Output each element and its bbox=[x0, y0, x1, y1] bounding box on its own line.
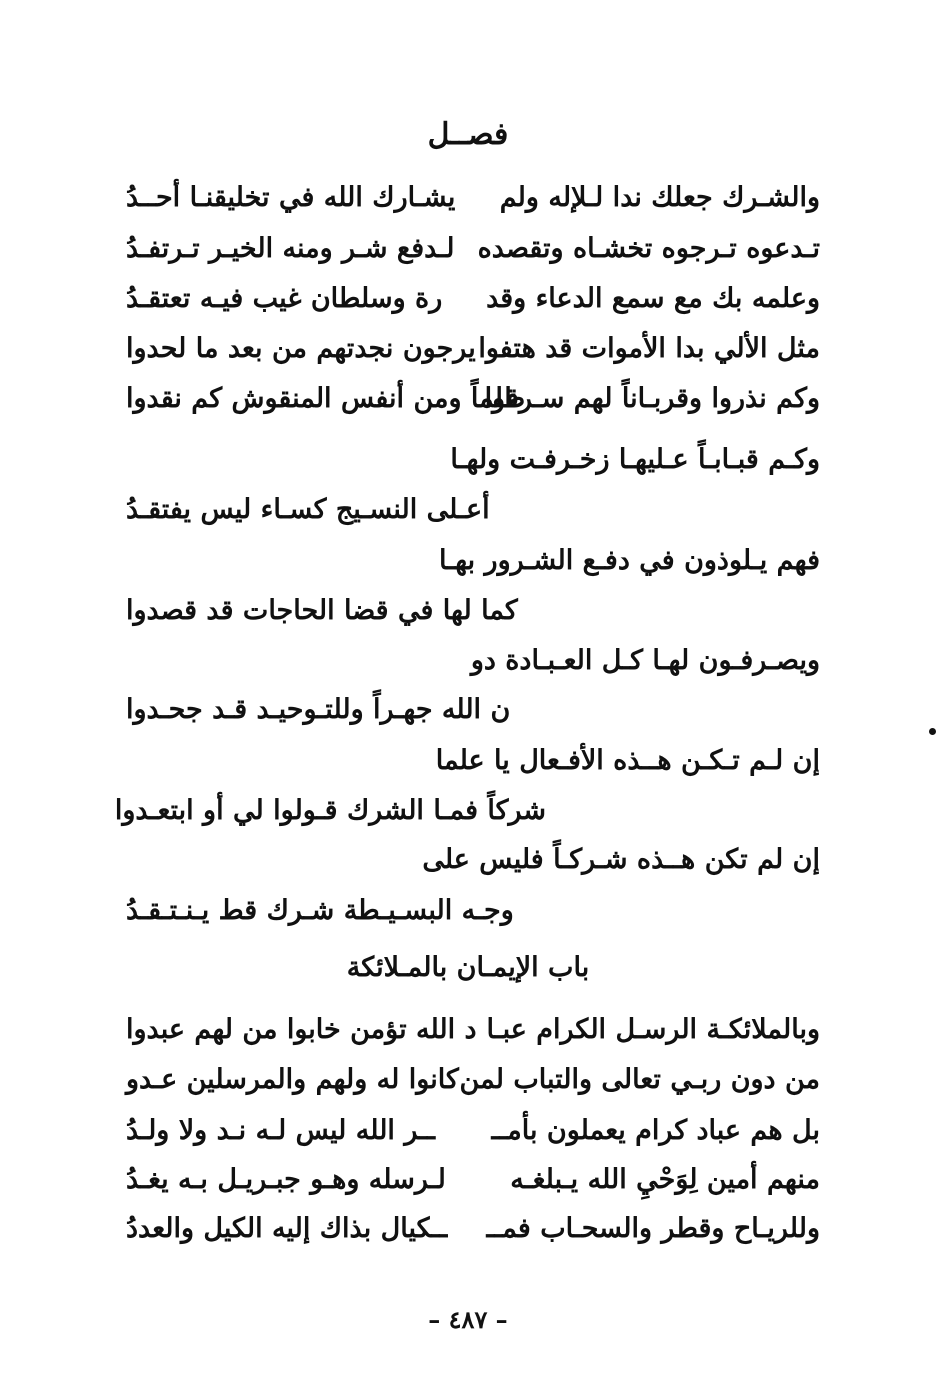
verse-second-half: ــكيال بذاك إليه الكيل والعددُ bbox=[126, 1213, 448, 1244]
verse-first-half: والشـرك جعلك ندا لـلإله ولم bbox=[499, 182, 820, 213]
verse-line-right: وكـم قبـابـاً عـليهـا زخـرفـت ولهـا bbox=[450, 444, 820, 475]
margin-mark bbox=[929, 728, 936, 735]
verse-line-left: شركاً فمـا الشرك قـولوا لي أو ابتعـدوا bbox=[114, 795, 546, 826]
verse-first-half: بل هم عباد كرام يعملون بأمــ bbox=[491, 1115, 820, 1146]
verse-first-half: منهم أمين لِوَحْيِ الله يـبلغـه bbox=[510, 1164, 820, 1195]
verse-second-half: ظلماً ومن أنفس المنقوش كم نقدوا bbox=[126, 383, 526, 414]
verse-second-half: لـرسله وهـو جبـريـل بـه يغـدُ bbox=[126, 1164, 446, 1195]
verse-line-left: أعـلى النسـيج كسـاء ليس يفتقـدُ bbox=[126, 494, 490, 525]
verse-line-left: ن الله جهـراً وللتـوحيـد قـد جحـدوا bbox=[126, 694, 511, 725]
verse-line-left: كما لها في قضا الحاجات قد قصدوا bbox=[126, 595, 518, 626]
verse-second-half: ــر الله ليس لـه نـد ولا ولـدُ bbox=[126, 1115, 436, 1146]
verse-first-half: وعلمه بك مع سمع الدعاء وقد bbox=[486, 283, 820, 314]
verse-first-half: من دون ربـي تعالى والتباب لمن bbox=[459, 1064, 820, 1095]
verse-second-half: يشـارك الله في تخليقنـا أحــدُ bbox=[126, 182, 456, 213]
verse-first-half: مثل الألي بدا الأموات قد هتفوا bbox=[478, 333, 820, 364]
verse-first-half: وبالملائكـة الرسـل الكرام عبـا bbox=[486, 1014, 820, 1045]
verse-first-half: تـدعوه تـرجوه تخشـاه وتقصده bbox=[477, 233, 820, 264]
verse-line-right: إن لم تكن هــذه شـركـاً فليس على bbox=[422, 844, 820, 875]
section-title-angels: باب الإيمـان بالمـلائكة bbox=[346, 952, 590, 983]
verse-first-half: وكم نذروا وقربـاناً لهم سـرقوا bbox=[484, 383, 820, 414]
verse-second-half: د الله تؤمن خابوا من لهم عبدوا bbox=[126, 1014, 477, 1045]
verse-second-half: لـدفع شـر ومنه الخيـر تـرتفـدُ bbox=[126, 233, 455, 264]
verse-second-half: كانوا له ولهم والمرسلين عـدو bbox=[126, 1064, 459, 1095]
section-title: فصــل bbox=[427, 117, 509, 152]
verse-second-half: يرجون نجدتهم من بعد ما لحدوا bbox=[126, 333, 476, 364]
verse-line-right: إن لـم تـكـن هــذه الأفـعال يا علما bbox=[435, 745, 820, 776]
verse-first-half: وللريـاح وقطر والسحـاب فمــ bbox=[486, 1213, 820, 1244]
verse-second-half: رة وسلطان غيب فيـه تعتقـدُ bbox=[126, 283, 443, 314]
verse-line-right: فهم يـلوذون في دفـع الشـرور بهـا bbox=[439, 545, 820, 576]
verse-line-right: ويصـرفـون لهـا كـل العـبـادة دو bbox=[470, 645, 820, 676]
page-number: – ٤٨٧ – bbox=[428, 1305, 508, 1334]
verse-line-left: وجـه البسـيـطة شـرك قط يـنـتـقـدُ bbox=[126, 895, 514, 926]
